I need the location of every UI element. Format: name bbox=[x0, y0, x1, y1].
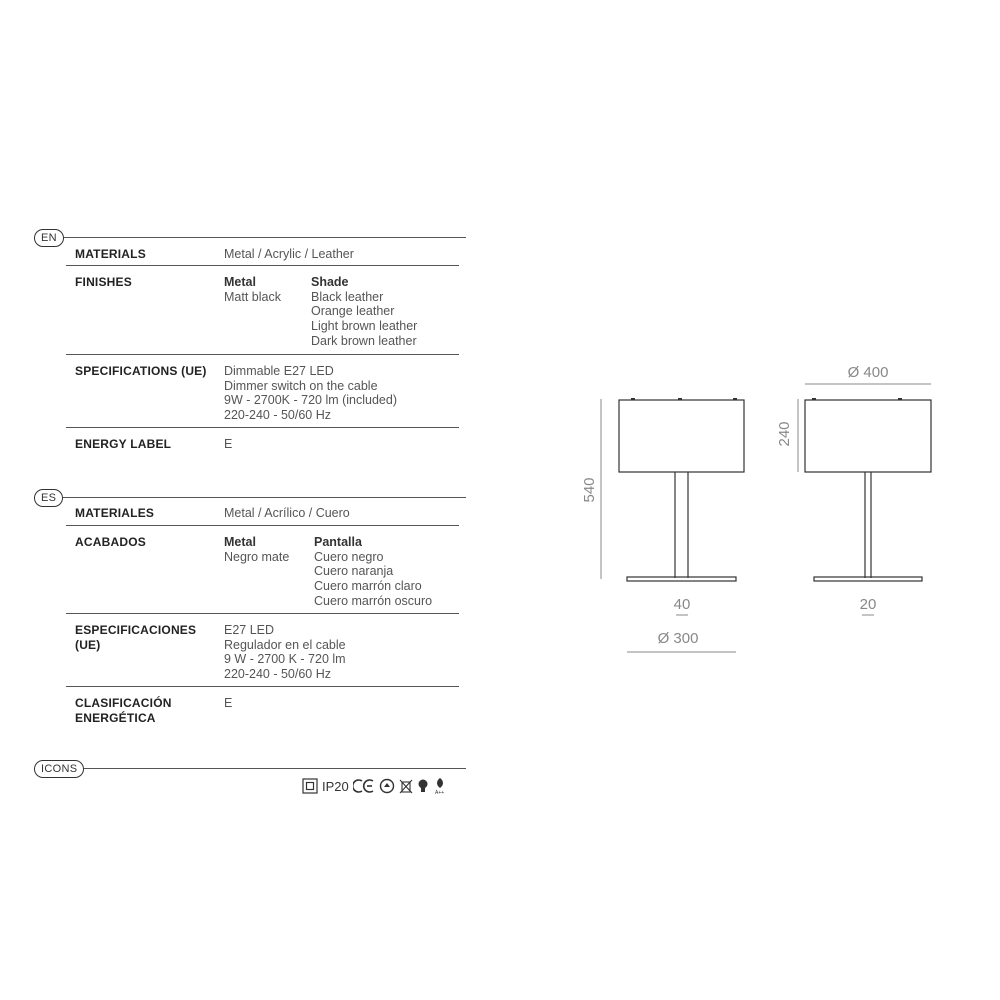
energy-label: ENERGY LABEL bbox=[75, 437, 172, 451]
side-base bbox=[814, 577, 922, 581]
rivet bbox=[678, 398, 682, 400]
shade-title: Pantalla bbox=[314, 535, 362, 549]
shade-value: Dark brown leather bbox=[311, 333, 417, 348]
dim-shade-diameter: Ø 400 bbox=[847, 364, 889, 381]
rivet bbox=[733, 398, 737, 400]
spec-line: 220-240 - 50/60 Hz bbox=[224, 408, 332, 423]
label-line: ESPECIFICACIONES bbox=[75, 623, 197, 637]
spec-line: Dimmer switch on the cable bbox=[224, 378, 378, 393]
dim-base-thickness: 20 bbox=[859, 596, 877, 613]
front-base bbox=[627, 577, 736, 581]
label-line: CLASIFICACIÓN bbox=[75, 696, 172, 710]
label-line: ENERGÉTICA bbox=[75, 711, 156, 725]
materials-value: Metal / Acrílico / Cuero bbox=[224, 506, 350, 520]
shade-value: Light brown leather bbox=[311, 319, 418, 334]
shade-value: Cuero negro bbox=[314, 549, 384, 564]
side-shade bbox=[805, 400, 931, 472]
shade-value: Cuero marrón oscuro bbox=[314, 593, 433, 608]
ip-rating: IP20 bbox=[322, 778, 349, 794]
finishes-label: FINISHES bbox=[75, 275, 132, 289]
spec-line: 220-240 - 50/60 Hz bbox=[224, 667, 332, 682]
dim-height-total: 540 bbox=[581, 477, 598, 503]
metal-title: Metal bbox=[224, 535, 256, 549]
metal-value: Matt black bbox=[224, 289, 281, 304]
finishes-label: ACABADOS bbox=[75, 535, 146, 549]
energy-value: E bbox=[224, 437, 233, 451]
metal-value: Negro mate bbox=[224, 549, 290, 564]
rivet bbox=[898, 398, 902, 400]
specifications-label: SPECIFICATIONS (UE) bbox=[75, 364, 207, 378]
shade-value: Orange leather bbox=[311, 304, 395, 319]
shade-value: Cuero naranja bbox=[314, 564, 394, 579]
energy-value: E bbox=[224, 696, 233, 710]
spec-line: Dimmable E27 LED bbox=[224, 364, 334, 378]
section-tag-icons: ICONS bbox=[34, 760, 84, 778]
energy-class-text: A++ bbox=[434, 790, 444, 795]
rivet bbox=[631, 398, 635, 400]
section-tag-en: EN bbox=[34, 229, 64, 247]
materials-label: MATERIALS bbox=[75, 247, 146, 261]
shade-value: Cuero marrón claro bbox=[314, 579, 422, 594]
spec-line: 9W - 2700K - 720 lm (included) bbox=[224, 393, 397, 408]
metal-title: Metal bbox=[224, 275, 256, 289]
front-shade bbox=[619, 400, 744, 472]
spec-line: E27 LED bbox=[224, 623, 275, 637]
materials-value: Metal / Acrylic / Leather bbox=[224, 247, 354, 261]
dim-base-diameter: Ø 300 bbox=[657, 630, 699, 647]
materials-label: MATERIALES bbox=[75, 506, 155, 520]
label-line: (UE) bbox=[75, 638, 101, 652]
rivet bbox=[812, 398, 816, 400]
spec-line: 9 W - 2700 K - 720 lm bbox=[224, 652, 346, 667]
dim-shade-height: 240 bbox=[776, 421, 793, 447]
dim-stem-width: 40 bbox=[673, 596, 691, 613]
section-tag-es: ES bbox=[34, 489, 63, 507]
spec-line: Regulador en el cable bbox=[224, 637, 346, 652]
shade-value: Black leather bbox=[311, 289, 384, 304]
shade-title: Shade bbox=[311, 275, 349, 289]
